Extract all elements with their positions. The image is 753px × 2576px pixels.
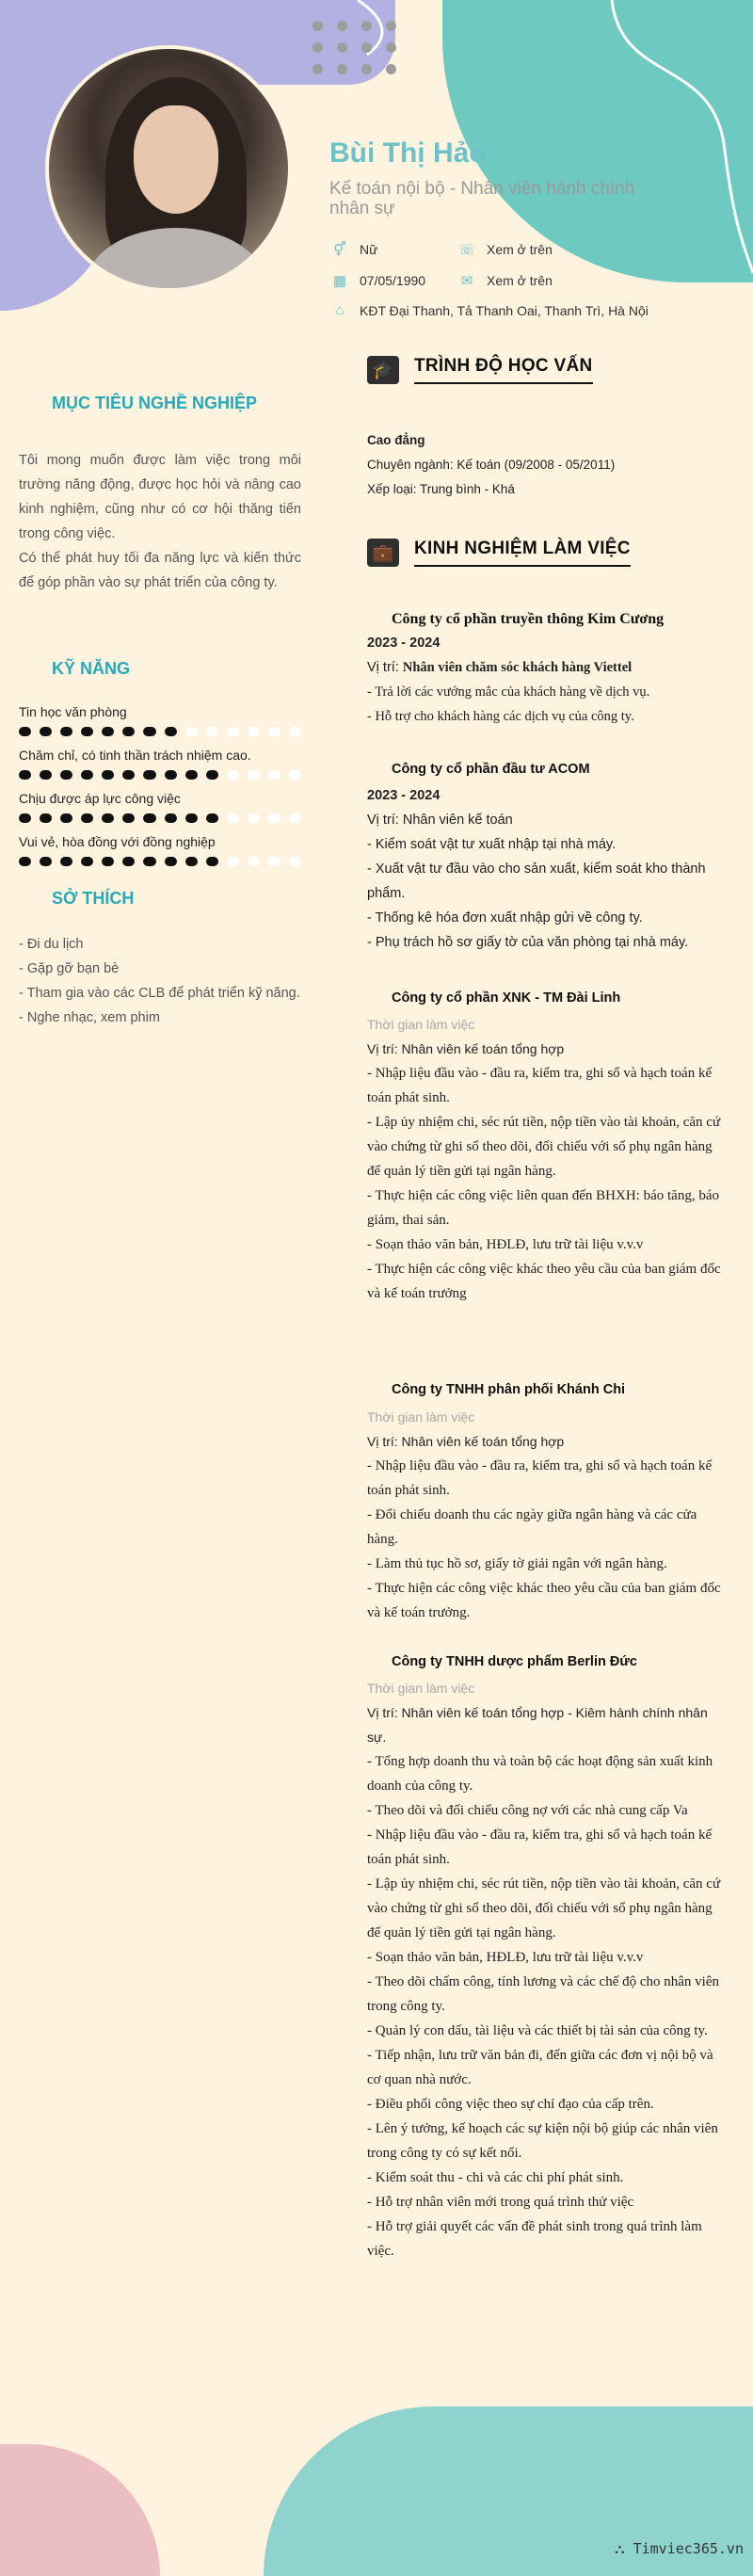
skill-level-segment xyxy=(289,727,301,736)
footer-brand-text: Timviec365.vn xyxy=(633,2540,744,2557)
job-line: - Nhập liệu đầu vào - đầu ra, kiểm tra, ghi sổ và hạch toán kế toán phát sinh. xyxy=(367,1827,713,1867)
skill-level-segment xyxy=(185,857,198,866)
gender-value: Nữ xyxy=(360,242,378,257)
hobbies-title: SỞ THÍCH xyxy=(52,889,135,908)
job-line: - Quản lý con dấu, tài liệu và các thiết bị tài sản của công ty. xyxy=(367,2023,708,2038)
skill-level-segment xyxy=(102,857,114,866)
job-company: Công ty cổ phần XNK - TM Đài Linh xyxy=(392,990,621,1006)
education-header xyxy=(367,356,593,384)
hobby-item: - Tham gia vào các CLB để phát triển kỹ năng. xyxy=(19,986,300,1001)
skill-level-segment xyxy=(60,813,72,823)
graduation-icon: 🎓 xyxy=(367,356,399,384)
skill-level-segment xyxy=(81,727,93,736)
skill-level-segment xyxy=(185,813,198,823)
job-position: Vị trí: Nhân viên kế toán tổng hợp - Kiêm hành chính nhân sự. xyxy=(367,1705,708,1745)
skill-level-segment xyxy=(40,857,52,866)
skill-level-bar xyxy=(19,770,301,780)
skill-level-segment xyxy=(40,813,52,823)
skill-level-segment xyxy=(81,857,93,866)
skill-label: Chịu được áp lực công việc xyxy=(19,791,181,806)
experience-header xyxy=(367,539,631,567)
job-period: Thời gian làm việc xyxy=(367,1681,475,1696)
skill-level-segment xyxy=(81,813,93,823)
job-position: Vị trí: Nhân viên kế toán xyxy=(367,813,513,828)
job-line: - Làm thủ tục hồ sơ, giấy tờ giải ngân với ngân hàng. xyxy=(367,1556,667,1571)
skill-level-segment xyxy=(268,727,280,736)
job-block xyxy=(367,783,725,955)
skill-label: Chăm chỉ, có tinh thần trách nhiệm cao. xyxy=(19,748,251,763)
education-level: Cao đẳng xyxy=(367,433,425,447)
address-value: KĐT Đại Thanh, Tả Thanh Oai, Thanh Trì, Hà Nội xyxy=(360,303,649,318)
job-position-label: Vị trí: xyxy=(367,660,399,675)
job-line: - Thực hiện các công việc khác theo yêu cầu của ban giám đốc và kế toán trưởng. xyxy=(367,1581,721,1620)
job-line: - Lập ủy nhiệm chi, séc rút tiền, nộp tiền vào tài khoản, căn cứ vào chứng từ ghi sổ theo dõi, đối chiếu với sổ phụ ngân hàng để quản lý tiền gửi tại ngân hàng. xyxy=(367,1876,721,1940)
skill-label: Tin học văn phòng xyxy=(19,704,127,719)
job-position: Vị trí: Nhân viên kế toán tổng hợp xyxy=(367,1434,565,1449)
skill-level-segment xyxy=(40,770,52,780)
skill-level-segment xyxy=(206,770,218,780)
birthday-info xyxy=(329,272,425,289)
skill-level-segment xyxy=(81,770,93,780)
job-position-value: Nhân viên chăm sóc khách hàng Viettel xyxy=(402,660,633,675)
skill-level-segment xyxy=(143,770,155,780)
job-line: - Theo dõi và đối chiếu công nợ với các nhà cung cấp Va xyxy=(367,1803,688,1818)
skill-level-segment xyxy=(143,813,155,823)
skill-item xyxy=(19,748,301,780)
email-info xyxy=(457,272,553,289)
hobbies-list xyxy=(19,932,301,1030)
job-period: 2023 - 2024 xyxy=(367,788,441,803)
skill-level-segment xyxy=(206,813,218,823)
job-line: - Hỗ trợ nhân viên mới trong quá trình thử việc xyxy=(367,2195,634,2210)
skill-level-segment xyxy=(185,727,198,736)
skill-level-segment xyxy=(248,770,260,780)
skill-level-segment xyxy=(165,813,177,823)
skill-level-segment xyxy=(165,770,177,780)
hobby-item: - Gặp gỡ bạn bè xyxy=(19,961,120,976)
skill-level-segment xyxy=(268,770,280,780)
skill-level-segment xyxy=(143,857,155,866)
skill-level-segment xyxy=(289,813,301,823)
skill-item xyxy=(19,791,301,823)
gender-info xyxy=(329,241,377,258)
skill-level-segment xyxy=(165,727,177,736)
job-line: - Kiểm soát vật tư xuất nhập tại nhà máy. xyxy=(367,837,617,852)
job-line: - Thống kê hóa đơn xuất nhập gửi về công ty. xyxy=(367,910,643,926)
education-major: Chuyên ngành: Kế toán (09/2008 - 05/2011) xyxy=(367,458,616,472)
job-line: - Xuất vật tư đầu vào cho sản xuất, kiểm soát kho thành phẩm. xyxy=(367,861,706,901)
skill-level-segment xyxy=(227,857,239,866)
education-title: TRÌNH ĐỘ HỌC VẤN xyxy=(414,356,593,384)
decor-pink-blob xyxy=(0,2444,160,2576)
job-line: - Theo dõi chấm công, tính lương và các chế độ cho nhân viên trong công ty. xyxy=(367,1974,720,2014)
job-line: - Điều phối công việc theo sự chỉ đạo của cấp trên. xyxy=(367,2097,654,2112)
job-line: - Thực hiện các công việc liên quan đến BHXH: báo tăng, báo giảm, thai sản. xyxy=(367,1188,719,1228)
job-block xyxy=(367,631,725,729)
experience-title: KINH NGHIỆM LÀM VIỆC xyxy=(414,539,631,567)
skill-level-segment xyxy=(102,770,114,780)
skill-label: Vui vẻ, hòa đồng với đồng nghiệp xyxy=(19,834,216,849)
job-company: Công ty TNHH dược phẩm Berlin Đức xyxy=(392,1654,637,1669)
job-line: - Soạn thảo văn bản, HĐLĐ, lưu trữ tài liệu v.v.v xyxy=(367,1237,644,1252)
job-line: - Tiếp nhận, lưu trữ văn bản đi, đến giữa các đơn vị nội bộ và cơ quan nhà nước. xyxy=(367,2048,713,2087)
phone-icon: ☏ xyxy=(457,242,476,258)
candidate-name: Bùi Thị Hảo xyxy=(329,137,487,169)
gender-icon: ⚥ xyxy=(333,242,346,258)
skill-level-segment xyxy=(102,813,114,823)
skills-title: KỸ NĂNG xyxy=(52,659,131,678)
job-company: Công ty TNHH phân phối Khánh Chi xyxy=(392,1382,626,1397)
job-line: - Trả lời các vướng mắc của khách hàng về dịch vụ. xyxy=(367,684,650,700)
skill-level-segment xyxy=(60,727,72,736)
skill-level-segment xyxy=(165,857,177,866)
skill-level-segment xyxy=(206,857,218,866)
skill-level-segment xyxy=(122,770,135,780)
job-line: - Nhập liệu đầu vào - đầu ra, kiểm tra, ghi sổ và hạch toán kế toán phát sinh. xyxy=(367,1458,713,1498)
skill-level-segment xyxy=(19,770,31,780)
education-grade: Xếp loại: Trung bình - Khá xyxy=(367,482,515,496)
job-position: Vị trí: Nhân viên kế toán tổng hợp xyxy=(367,1041,565,1056)
job-block xyxy=(367,1012,725,1306)
address-info xyxy=(329,302,649,319)
job-line: - Soạn thảo văn bản, HĐLĐ, lưu trữ tài liệu v.v.v xyxy=(367,1950,644,1965)
job-line: - Tổng hợp doanh thu và toàn bộ các hoạt động sản xuất kinh doanh của công ty. xyxy=(367,1754,713,1794)
hobby-item: - Đi du lịch xyxy=(19,937,84,952)
job-line: - Nhập liệu đầu vào - đầu ra, kiểm tra, ghi sổ và hạch toán kế toán phát sinh. xyxy=(367,1066,713,1105)
decor-dots xyxy=(312,21,399,74)
objective-text: Tôi mong muốn được làm việc trong môi trường năng động, được học hỏi và nâng cao kinh nghiệm, cũng như có cơ hội thăng tiến trong công việc. Có thể phát huy tối đa năng lực và kiến thức để góp phần vào sự phát triển của công ty. xyxy=(19,453,301,590)
job-line: - Lên ý tưởng, kế hoạch các sự kiện nội bộ giúp các nhân viên trong công ty có sự kết nối. xyxy=(367,2121,718,2161)
skill-level-segment xyxy=(143,727,155,736)
job-company: Công ty cổ phần truyền thông Kim Cương xyxy=(392,611,665,627)
skill-level-segment xyxy=(122,857,135,866)
skill-level-bar xyxy=(19,727,301,736)
job-block xyxy=(367,1405,725,1625)
skill-level-segment xyxy=(268,813,280,823)
email-icon: ✉ xyxy=(460,273,473,289)
phone-value: Xem ở trên xyxy=(487,242,553,257)
education-block xyxy=(367,428,725,502)
job-line: - Phụ trách hồ sơ giấy tờ của văn phòng tại nhà máy. xyxy=(367,935,689,950)
job-line: - Thực hiện các công việc khác theo yêu cầu của ban giám đốc và kế toán trưởng xyxy=(367,1262,721,1301)
job-company: Công ty cổ phần đầu tư ACOM xyxy=(392,762,590,777)
job-block xyxy=(367,1676,725,2263)
skill-level-segment xyxy=(227,727,239,736)
skill-level-segment xyxy=(268,857,280,866)
email-value: Xem ở trên xyxy=(487,273,553,288)
job-line: - Hỗ trợ giải quyết các vấn đề phát sinh trong quá trình làm việc. xyxy=(367,2219,702,2259)
hobby-item: - Nghe nhạc, xem phim xyxy=(19,1010,160,1025)
skill-level-segment xyxy=(60,857,72,866)
skill-level-segment xyxy=(206,727,218,736)
job-line: - Đối chiếu doanh thu các ngày giữa ngân hàng và các cửa hàng. xyxy=(367,1507,697,1547)
objective-title: MỤC TIÊU NGHỀ NGHIỆP xyxy=(52,394,258,412)
skill-level-segment xyxy=(248,813,260,823)
job-position xyxy=(367,655,725,680)
skill-level-segment xyxy=(102,727,114,736)
skill-item xyxy=(19,704,301,736)
job-period: 2023 - 2024 xyxy=(367,636,441,651)
skill-level-segment xyxy=(40,727,52,736)
job-line: - Lập ủy nhiệm chi, séc rút tiền, nộp tiền vào tài khoản, căn cứ vào chứng từ ghi sổ theo dõi, đối chiếu với sổ phụ ngân hàng để quản lý tiền gửi tại ngân hàng. xyxy=(367,1115,721,1179)
job-line: - Kiểm soát thu - chi và các chi phí phát sinh. xyxy=(367,2170,624,2185)
briefcase-icon: 💼 xyxy=(367,539,399,567)
skill-level-segment xyxy=(289,770,301,780)
skill-level-segment xyxy=(60,770,72,780)
skill-level-segment xyxy=(19,857,31,866)
birthday-value: 07/05/1990 xyxy=(360,273,426,288)
skill-level-bar xyxy=(19,813,301,823)
avatar xyxy=(45,45,292,292)
skill-level-segment xyxy=(19,813,31,823)
skill-level-segment xyxy=(227,770,239,780)
logo-icon: ⛬ xyxy=(615,2540,633,2557)
skill-level-segment xyxy=(185,770,198,780)
decor-wave-line xyxy=(602,0,753,282)
home-icon: ⌂ xyxy=(335,302,344,318)
job-line: - Hỗ trợ cho khách hàng các dịch vụ của công ty. xyxy=(367,709,634,724)
skill-item xyxy=(19,834,301,866)
phone-info xyxy=(457,241,553,258)
skill-level-segment xyxy=(289,857,301,866)
skill-level-segment xyxy=(122,727,135,736)
job-period: Thời gian làm việc xyxy=(367,1017,475,1032)
candidate-role: Kế toán nội bộ - Nhân viên hành chính nhân sự xyxy=(329,179,635,218)
skill-level-segment xyxy=(19,727,31,736)
skill-level-segment xyxy=(122,813,135,823)
skill-level-segment xyxy=(248,857,260,866)
calendar-icon: ▦ xyxy=(332,273,347,289)
skill-level-segment xyxy=(248,727,260,736)
job-period: Thời gian làm việc xyxy=(367,1409,475,1425)
skill-level-segment xyxy=(227,813,239,823)
footer-brand[interactable] xyxy=(615,2540,744,2557)
skill-level-bar xyxy=(19,857,301,866)
